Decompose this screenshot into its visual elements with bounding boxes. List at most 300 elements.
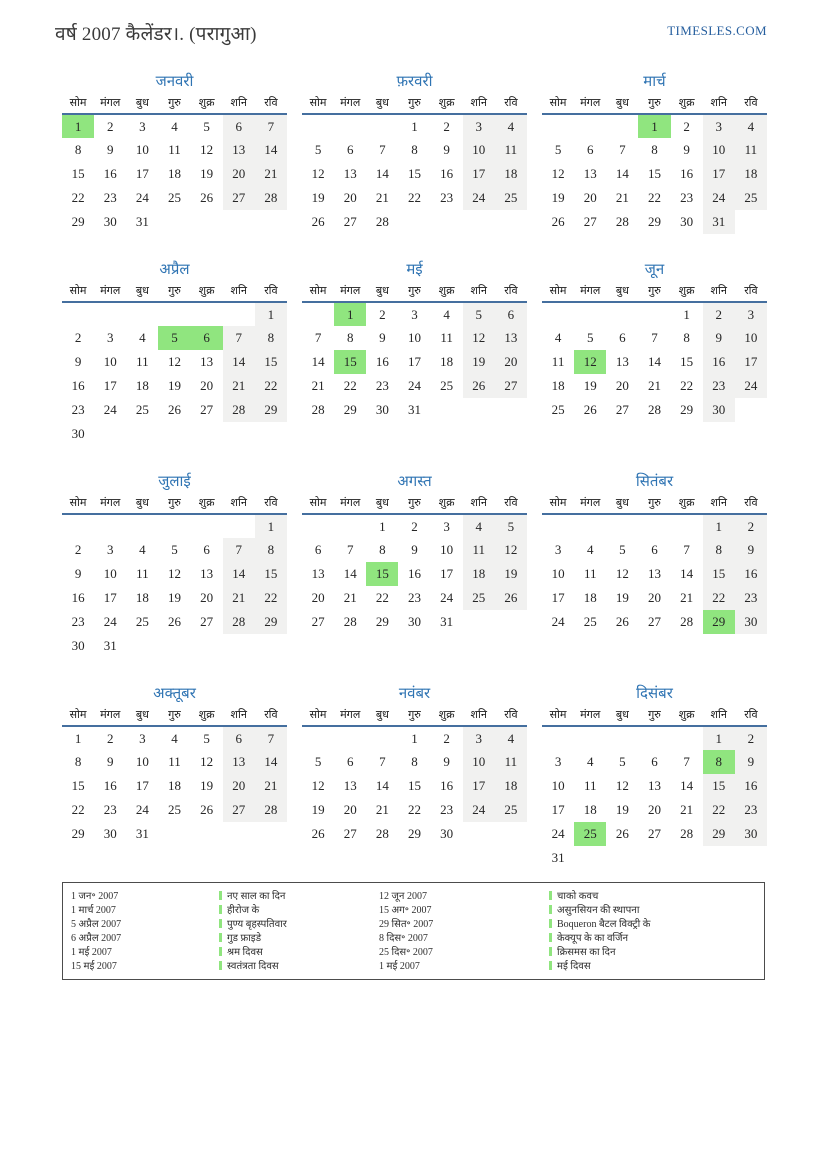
weekday-header-row bbox=[302, 494, 527, 514]
weekday-header: शुक्र bbox=[431, 494, 463, 514]
date-cell: 27 bbox=[200, 402, 214, 417]
date-cell: 19 bbox=[463, 350, 495, 374]
date-cell: 6 bbox=[495, 302, 527, 326]
date-cell: 21 bbox=[375, 190, 389, 205]
date-cell: 26 bbox=[463, 374, 495, 398]
empty-cell bbox=[158, 634, 190, 658]
empty-cell bbox=[574, 302, 606, 326]
week-row bbox=[62, 750, 287, 774]
empty-cell bbox=[94, 302, 126, 326]
empty-cell bbox=[495, 398, 527, 422]
weekday-header-row bbox=[302, 494, 527, 514]
date-cell: 10 bbox=[551, 778, 565, 793]
date-cell: 18 bbox=[495, 162, 527, 186]
date-cell: 14 bbox=[343, 566, 357, 581]
week-row bbox=[542, 374, 767, 398]
weekday-header-row bbox=[302, 94, 527, 114]
date-cell: 26 bbox=[200, 802, 214, 817]
date-cell: 11 bbox=[168, 754, 181, 769]
date-cell: 29 bbox=[343, 402, 357, 417]
empty-cell bbox=[191, 210, 223, 234]
month-title: अप्रैल bbox=[159, 262, 190, 278]
month-8 bbox=[302, 472, 527, 634]
month-table bbox=[542, 94, 767, 234]
week-row bbox=[302, 302, 527, 326]
month-title: जनवरी bbox=[155, 74, 194, 90]
weekday-header-row bbox=[302, 282, 527, 302]
date-cell: 24 bbox=[407, 378, 421, 393]
date-cell: 17 bbox=[103, 590, 117, 605]
weekday-header: गुरु bbox=[638, 282, 670, 302]
weekday-header-row bbox=[62, 494, 287, 514]
month-table bbox=[62, 282, 287, 446]
date-cell: 16 bbox=[735, 562, 767, 586]
month-title: दिसंबर bbox=[636, 686, 673, 702]
weekday-header: सोम bbox=[62, 706, 94, 726]
date-cell: 9 bbox=[443, 142, 450, 157]
week-row bbox=[542, 350, 767, 374]
weekday-header: शुक्र bbox=[431, 94, 463, 114]
empty-cell bbox=[431, 210, 463, 234]
month-table bbox=[302, 706, 527, 846]
date-cell: 22 bbox=[255, 374, 287, 398]
date-cell: 29 bbox=[375, 614, 389, 629]
weekday-header-row bbox=[302, 706, 527, 726]
date-cell: 10 bbox=[440, 542, 454, 557]
month-body bbox=[302, 302, 527, 422]
empty-cell bbox=[158, 302, 190, 326]
date-cell: 22 bbox=[680, 378, 694, 393]
weekday-header: सोम bbox=[62, 494, 94, 514]
date-cell: 11 bbox=[440, 330, 453, 345]
month-11 bbox=[302, 684, 527, 846]
holiday-name-text: केक्यूप के का वर्जिन bbox=[557, 933, 629, 944]
date-cell: 11 bbox=[136, 566, 149, 581]
date-cell: 2 bbox=[703, 302, 735, 326]
holiday-date: 1 मई 2007 bbox=[379, 961, 420, 972]
empty-cell bbox=[638, 302, 670, 326]
weekday-header-row bbox=[542, 706, 767, 726]
week-row bbox=[62, 138, 287, 162]
holiday-marker-icon bbox=[219, 891, 222, 900]
weekday-header: शनि bbox=[463, 94, 495, 114]
date-cell: 7 bbox=[379, 142, 386, 157]
empty-cell bbox=[126, 302, 158, 326]
date-cell: 27 bbox=[343, 826, 357, 841]
date-cell: 10 bbox=[407, 330, 421, 345]
date-cell: 1 bbox=[334, 302, 366, 326]
date-cell: 20 bbox=[223, 774, 255, 798]
empty-cell bbox=[463, 398, 495, 422]
empty-cell bbox=[735, 398, 767, 422]
empty-cell bbox=[735, 846, 767, 870]
date-cell: 13 bbox=[200, 566, 214, 581]
week-row bbox=[302, 398, 527, 422]
date-cell: 4 bbox=[495, 114, 527, 138]
weekday-header-row bbox=[542, 494, 767, 514]
date-cell: 30 bbox=[71, 638, 85, 653]
weekday-header: बुध bbox=[366, 94, 398, 114]
weekday-header: मंगल bbox=[94, 706, 126, 726]
holiday-name-text: नए साल का दिन bbox=[227, 891, 286, 902]
date-cell: 25 bbox=[583, 614, 597, 629]
holiday-marker-icon bbox=[549, 933, 552, 942]
date-cell: 11 bbox=[136, 354, 149, 369]
date-cell: 14 bbox=[255, 750, 287, 774]
date-cell: 2 bbox=[74, 542, 82, 557]
date-cell: 14 bbox=[223, 562, 255, 586]
week-row bbox=[62, 398, 287, 422]
date-cell: 26 bbox=[551, 214, 565, 229]
month-9 bbox=[542, 472, 767, 634]
date-cell: 23 bbox=[680, 190, 694, 205]
week-row bbox=[302, 210, 527, 234]
empty-cell bbox=[334, 514, 366, 538]
date-cell: 18 bbox=[135, 590, 149, 605]
month-1 bbox=[62, 72, 287, 234]
empty-cell bbox=[495, 822, 527, 846]
weekday-header-row bbox=[62, 282, 287, 302]
date-cell: 16 bbox=[735, 774, 767, 798]
date-cell: 3 bbox=[443, 518, 450, 534]
date-cell: 7 bbox=[683, 754, 690, 769]
week-row bbox=[62, 798, 287, 822]
date-cell: 24 bbox=[103, 614, 117, 629]
empty-cell bbox=[158, 514, 190, 538]
week-row bbox=[542, 114, 767, 138]
week-row bbox=[542, 210, 767, 234]
date-cell: 21 bbox=[615, 190, 629, 205]
date-cell: 17 bbox=[551, 590, 565, 605]
date-cell: 23 bbox=[103, 802, 117, 817]
date-cell: 2 bbox=[735, 726, 767, 750]
date-cell: 27 bbox=[200, 614, 214, 629]
date-cell: 4 bbox=[171, 730, 178, 746]
week-row bbox=[542, 138, 767, 162]
weekday-header: शनि bbox=[223, 282, 255, 302]
date-cell: 17 bbox=[463, 774, 495, 798]
month-table bbox=[62, 706, 287, 846]
holiday-marker-icon bbox=[219, 933, 222, 942]
date-cell: 16 bbox=[103, 166, 117, 181]
date-cell: 17 bbox=[551, 802, 565, 817]
date-cell: 8 bbox=[255, 326, 287, 350]
holiday-date: 8 दिस॰ 2007 bbox=[379, 933, 428, 944]
empty-cell bbox=[302, 114, 334, 138]
date-cell: 28 bbox=[647, 402, 661, 417]
date-cell: 19 bbox=[311, 190, 325, 205]
week-row bbox=[302, 374, 527, 398]
date-cell: 1 bbox=[379, 518, 386, 534]
week-row bbox=[62, 514, 287, 538]
weekday-header: रवि bbox=[495, 494, 527, 514]
date-cell: 2 bbox=[683, 118, 690, 134]
month-body bbox=[302, 514, 527, 634]
date-cell: 17 bbox=[135, 166, 149, 181]
date-cell: 17 bbox=[703, 162, 735, 186]
page-title: वर्ष 2007 कैलेंडर।. (परागुआ) bbox=[55, 24, 257, 45]
weekday-header: बुध bbox=[366, 494, 398, 514]
weekday-header: शुक्र bbox=[671, 706, 703, 726]
holiday-name-text: गुड फ्राइडे bbox=[227, 933, 262, 944]
date-cell: 7 bbox=[255, 726, 287, 750]
date-cell: 4 bbox=[554, 330, 562, 345]
empty-cell bbox=[94, 422, 126, 446]
weekday-header: गुरु bbox=[158, 94, 190, 114]
date-cell: 12 bbox=[200, 142, 214, 157]
weekday-header-row bbox=[542, 94, 767, 114]
week-row bbox=[302, 562, 527, 586]
weekday-header-row bbox=[62, 706, 287, 726]
empty-cell bbox=[158, 422, 190, 446]
date-cell: 30 bbox=[703, 398, 735, 422]
month-title: अगस्त bbox=[397, 474, 432, 490]
date-cell: 28 bbox=[615, 214, 629, 229]
date-cell: 3 bbox=[735, 302, 767, 326]
weekday-header: रवि bbox=[735, 282, 767, 302]
date-cell: 20 bbox=[311, 590, 325, 605]
weekday-header-row bbox=[542, 282, 767, 302]
date-cell: 18 bbox=[463, 562, 495, 586]
date-cell: 28 bbox=[375, 214, 389, 229]
date-cell: 5 bbox=[203, 730, 210, 746]
date-cell: 10 bbox=[103, 566, 117, 581]
date-cell: 28 bbox=[255, 798, 287, 822]
weekday-header: शनि bbox=[223, 494, 255, 514]
weekday-header: सोम bbox=[62, 282, 94, 302]
date-cell: 8 bbox=[703, 750, 735, 774]
weekday-header: बुध bbox=[126, 706, 158, 726]
date-cell: 9 bbox=[683, 142, 690, 157]
date-cell: 30 bbox=[71, 426, 85, 441]
empty-cell bbox=[495, 210, 527, 234]
week-row bbox=[302, 822, 527, 846]
weekday-header: रवि bbox=[495, 282, 527, 302]
date-cell: 22 bbox=[343, 378, 357, 393]
date-cell: 1 bbox=[683, 306, 690, 322]
date-cell: 2 bbox=[106, 730, 114, 746]
month-12 bbox=[542, 684, 767, 870]
date-cell: 26 bbox=[583, 402, 597, 417]
holiday-name-text: Boqueron बैटल विक्ट्री के bbox=[557, 919, 651, 930]
weekday-header: मंगल bbox=[334, 494, 366, 514]
month-body bbox=[542, 514, 767, 634]
date-cell: 10 bbox=[703, 138, 735, 162]
date-cell: 21 bbox=[680, 590, 694, 605]
empty-cell bbox=[223, 634, 255, 658]
weekday-header-row bbox=[62, 494, 287, 514]
holiday-name bbox=[219, 960, 379, 973]
date-cell: 4 bbox=[139, 330, 146, 345]
date-cell: 1 bbox=[62, 114, 94, 138]
date-cell: 8 bbox=[683, 330, 690, 345]
date-cell: 12 bbox=[311, 166, 325, 181]
date-cell: 2 bbox=[443, 118, 450, 134]
date-cell: 2 bbox=[443, 730, 450, 746]
date-cell: 10 bbox=[463, 750, 495, 774]
empty-cell bbox=[255, 210, 287, 234]
date-cell: 1 bbox=[255, 514, 287, 538]
date-cell: 28 bbox=[223, 610, 255, 634]
weekday-header: बुध bbox=[606, 494, 638, 514]
year-calendar-grid bbox=[62, 72, 767, 870]
date-cell: 15 bbox=[407, 166, 421, 181]
empty-cell bbox=[62, 514, 94, 538]
date-cell: 26 bbox=[167, 614, 181, 629]
date-cell: 24 bbox=[551, 826, 565, 841]
date-cell: 23 bbox=[703, 374, 735, 398]
date-cell: 21 bbox=[311, 378, 325, 393]
date-cell: 5 bbox=[619, 754, 626, 769]
date-cell: 10 bbox=[103, 354, 117, 369]
date-cell: 16 bbox=[680, 166, 694, 181]
week-row bbox=[302, 114, 527, 138]
date-cell: 7 bbox=[223, 326, 255, 350]
holiday-name-text: क्रिसमस का दिन bbox=[557, 947, 616, 958]
weekday-header: गुरु bbox=[398, 282, 430, 302]
date-cell: 30 bbox=[103, 826, 117, 841]
week-row bbox=[62, 114, 287, 138]
date-cell: 5 bbox=[171, 542, 178, 557]
empty-cell bbox=[606, 514, 638, 538]
date-cell: 30 bbox=[103, 214, 117, 229]
date-cell: 13 bbox=[343, 166, 357, 181]
week-row bbox=[62, 610, 287, 634]
date-cell: 25 bbox=[551, 402, 565, 417]
date-cell: 22 bbox=[407, 190, 421, 205]
date-cell: 23 bbox=[440, 190, 454, 205]
holiday-name bbox=[549, 918, 756, 931]
weekday-header: मंगल bbox=[574, 494, 606, 514]
date-cell: 6 bbox=[346, 142, 354, 157]
date-cell: 1 bbox=[638, 114, 670, 138]
date-cell: 9 bbox=[106, 754, 114, 769]
weekday-header: सोम bbox=[542, 494, 574, 514]
empty-cell bbox=[191, 422, 223, 446]
empty-cell bbox=[703, 846, 735, 870]
empty-cell bbox=[671, 726, 703, 750]
date-cell: 31 bbox=[103, 638, 117, 653]
empty-cell bbox=[574, 726, 606, 750]
weekday-header: बुध bbox=[606, 282, 638, 302]
holiday-date: 12 जून 2007 bbox=[379, 891, 427, 902]
date-cell: 21 bbox=[223, 374, 255, 398]
month-table bbox=[542, 706, 767, 870]
date-cell: 4 bbox=[586, 542, 594, 557]
week-row bbox=[542, 186, 767, 210]
week-row bbox=[542, 562, 767, 586]
date-cell: 22 bbox=[703, 586, 735, 610]
week-row bbox=[302, 610, 527, 634]
date-cell: 9 bbox=[443, 754, 450, 769]
holiday-name-text: स्वतंत्रता दिवस bbox=[227, 961, 279, 972]
date-cell: 11 bbox=[495, 138, 527, 162]
weekday-header: सोम bbox=[542, 94, 574, 114]
weekday-header: रवि bbox=[495, 706, 527, 726]
weekday-header: बुध bbox=[606, 706, 638, 726]
empty-cell bbox=[574, 114, 606, 138]
holiday-marker-icon bbox=[219, 905, 222, 914]
holiday-date: 1 मार्च 2007 bbox=[71, 905, 116, 916]
weekday-header: शुक्र bbox=[191, 706, 223, 726]
date-cell: 14 bbox=[375, 166, 389, 181]
date-cell: 5 bbox=[203, 118, 210, 134]
date-cell: 30 bbox=[680, 214, 694, 229]
weekday-header: सोम bbox=[542, 282, 574, 302]
date-cell: 21 bbox=[223, 586, 255, 610]
week-row bbox=[542, 586, 767, 610]
weekday-header: रवि bbox=[735, 706, 767, 726]
weekday-header-row bbox=[302, 706, 527, 726]
date-cell: 19 bbox=[311, 802, 325, 817]
weekday-header: रवि bbox=[255, 94, 287, 114]
page-header bbox=[0, 0, 827, 46]
holiday-marker-icon bbox=[549, 947, 552, 956]
date-cell: 31 bbox=[135, 214, 149, 229]
empty-cell bbox=[255, 822, 287, 846]
empty-cell bbox=[94, 514, 126, 538]
date-cell: 11 bbox=[495, 750, 527, 774]
weekday-header: रवि bbox=[735, 494, 767, 514]
date-cell: 8 bbox=[74, 754, 82, 769]
holiday-marker-icon bbox=[549, 961, 552, 970]
date-cell: 2 bbox=[411, 518, 418, 534]
date-cell: 13 bbox=[647, 778, 661, 793]
weekday-header: बुध bbox=[606, 94, 638, 114]
date-cell: 16 bbox=[103, 778, 117, 793]
date-cell: 19 bbox=[615, 590, 629, 605]
week-row bbox=[302, 750, 527, 774]
weekday-header: शुक्र bbox=[671, 494, 703, 514]
weekday-header: बुध bbox=[366, 706, 398, 726]
week-row bbox=[302, 138, 527, 162]
holiday-name-text: श्रम दिवस bbox=[227, 947, 263, 958]
weekday-header: बुध bbox=[126, 494, 158, 514]
date-cell: 9 bbox=[735, 750, 767, 774]
empty-cell bbox=[638, 514, 670, 538]
date-cell: 12 bbox=[167, 354, 181, 369]
month-5 bbox=[302, 260, 527, 422]
weekday-header: मंगल bbox=[334, 94, 366, 114]
empty-cell bbox=[191, 302, 223, 326]
brand-link[interactable]: TIMESLES.COM bbox=[667, 23, 767, 38]
date-cell: 15 bbox=[71, 778, 85, 793]
date-cell: 3 bbox=[411, 306, 418, 322]
weekday-header-row bbox=[302, 94, 527, 114]
date-cell: 18 bbox=[167, 778, 181, 793]
date-cell: 5 bbox=[495, 514, 527, 538]
date-cell: 31 bbox=[551, 850, 565, 865]
date-cell: 20 bbox=[583, 190, 597, 205]
date-cell: 16 bbox=[407, 566, 421, 581]
date-cell: 5 bbox=[554, 142, 562, 157]
date-cell: 12 bbox=[615, 566, 629, 581]
empty-cell bbox=[191, 514, 223, 538]
weekday-header-row bbox=[62, 94, 287, 114]
date-cell: 19 bbox=[200, 166, 214, 181]
empty-cell bbox=[158, 210, 190, 234]
empty-cell bbox=[191, 822, 223, 846]
empty-cell bbox=[366, 726, 398, 750]
date-cell: 21 bbox=[255, 162, 287, 186]
date-cell: 22 bbox=[71, 190, 85, 205]
empty-cell bbox=[223, 210, 255, 234]
date-cell: 8 bbox=[411, 754, 418, 769]
date-cell: 16 bbox=[71, 590, 85, 605]
month-body bbox=[302, 114, 527, 234]
weekday-header: गुरु bbox=[398, 94, 430, 114]
date-cell: 9 bbox=[106, 142, 114, 157]
